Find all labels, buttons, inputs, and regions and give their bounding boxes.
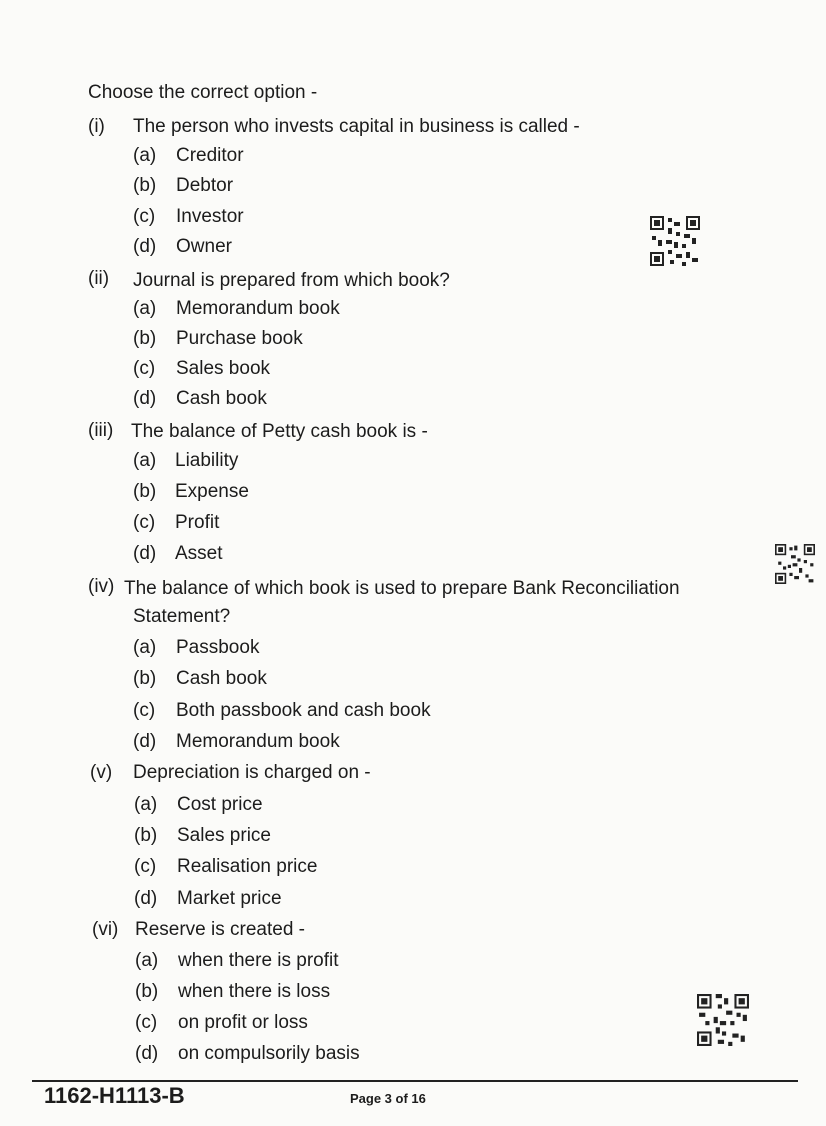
option-letter: (a)	[133, 450, 157, 471]
option-text: Purchase book	[176, 328, 303, 349]
option-letter: (a)	[133, 637, 157, 658]
question-text: The balance of which book is used to prepare Bank Reconciliation	[124, 578, 680, 599]
qr-code-icon	[697, 994, 749, 1046]
option-letter: (b)	[134, 825, 158, 846]
question-text-continuation: Statement?	[133, 606, 231, 627]
footer-divider	[32, 1080, 798, 1082]
option-text: Passbook	[176, 637, 260, 658]
option-letter: (a)	[134, 794, 158, 815]
option-letter: (c)	[133, 358, 156, 379]
option-text: Cost price	[177, 794, 263, 815]
option-text: on compulsorily basis	[178, 1043, 360, 1064]
option-letter: (d)	[134, 888, 158, 909]
option-letter: (c)	[133, 512, 156, 533]
option-letter: (d)	[133, 731, 157, 752]
question-number: (iii)	[88, 420, 114, 441]
option-text: on profit or loss	[178, 1012, 308, 1033]
option-letter: (d)	[133, 388, 157, 409]
option-letter: (d)	[133, 543, 157, 564]
option-text: when there is profit	[178, 950, 339, 971]
option-text: Memorandum book	[176, 731, 340, 752]
qr-code-icon	[775, 544, 815, 584]
option-text: Cash book	[176, 388, 267, 409]
option-text: Sales book	[176, 358, 271, 379]
question-number: (v)	[90, 762, 113, 783]
option-text: Liability	[175, 450, 239, 471]
option-text: Memorandum book	[176, 298, 340, 319]
question-text: The balance of Petty cash book is -	[131, 421, 428, 442]
option-text: Investor	[176, 206, 244, 227]
question-number: (ii)	[88, 268, 110, 289]
option-letter: (a)	[133, 145, 157, 166]
option-text: Owner	[176, 236, 232, 257]
question-text: Reserve is created -	[135, 919, 306, 940]
paper-code: 1162-H1113-B	[44, 1083, 185, 1108]
option-letter: (d)	[135, 1043, 159, 1064]
option-text: Asset	[175, 543, 223, 564]
option-letter: (c)	[134, 856, 157, 877]
option-letter: (b)	[133, 328, 157, 349]
option-text: when there is loss	[178, 981, 331, 1002]
option-text: Cash book	[176, 668, 267, 689]
option-text: Creditor	[176, 145, 244, 166]
option-letter: (b)	[135, 981, 159, 1002]
option-text: Expense	[175, 481, 249, 502]
question-text: Journal is prepared from which book?	[133, 270, 450, 291]
option-letter: (b)	[133, 175, 157, 196]
option-letter: (a)	[133, 298, 157, 319]
question-text: Depreciation is charged on -	[133, 762, 371, 783]
option-text: Both passbook and cash book	[176, 700, 431, 721]
question-text: The person who invests capital in business is called -	[133, 116, 580, 137]
option-letter: (b)	[133, 668, 157, 689]
qr-code-icon	[650, 216, 700, 266]
option-text: Realisation price	[177, 856, 318, 877]
page-number: Page 3 of 16	[350, 1091, 426, 1106]
option-letter: (c)	[133, 700, 156, 721]
question-number: (vi)	[92, 919, 119, 940]
option-text: Sales price	[177, 825, 271, 846]
option-letter: (d)	[133, 236, 157, 257]
option-letter: (b)	[133, 481, 157, 502]
option-letter: (c)	[133, 206, 156, 227]
option-text: Profit	[175, 512, 220, 533]
option-letter: (c)	[135, 1012, 158, 1033]
option-text: Debtor	[176, 175, 234, 196]
instruction-heading: Choose the correct option -	[88, 82, 318, 103]
option-letter: (a)	[135, 950, 159, 971]
option-text: Market price	[177, 888, 282, 909]
question-number: (iv)	[88, 576, 115, 597]
question-number: (i)	[88, 116, 105, 137]
